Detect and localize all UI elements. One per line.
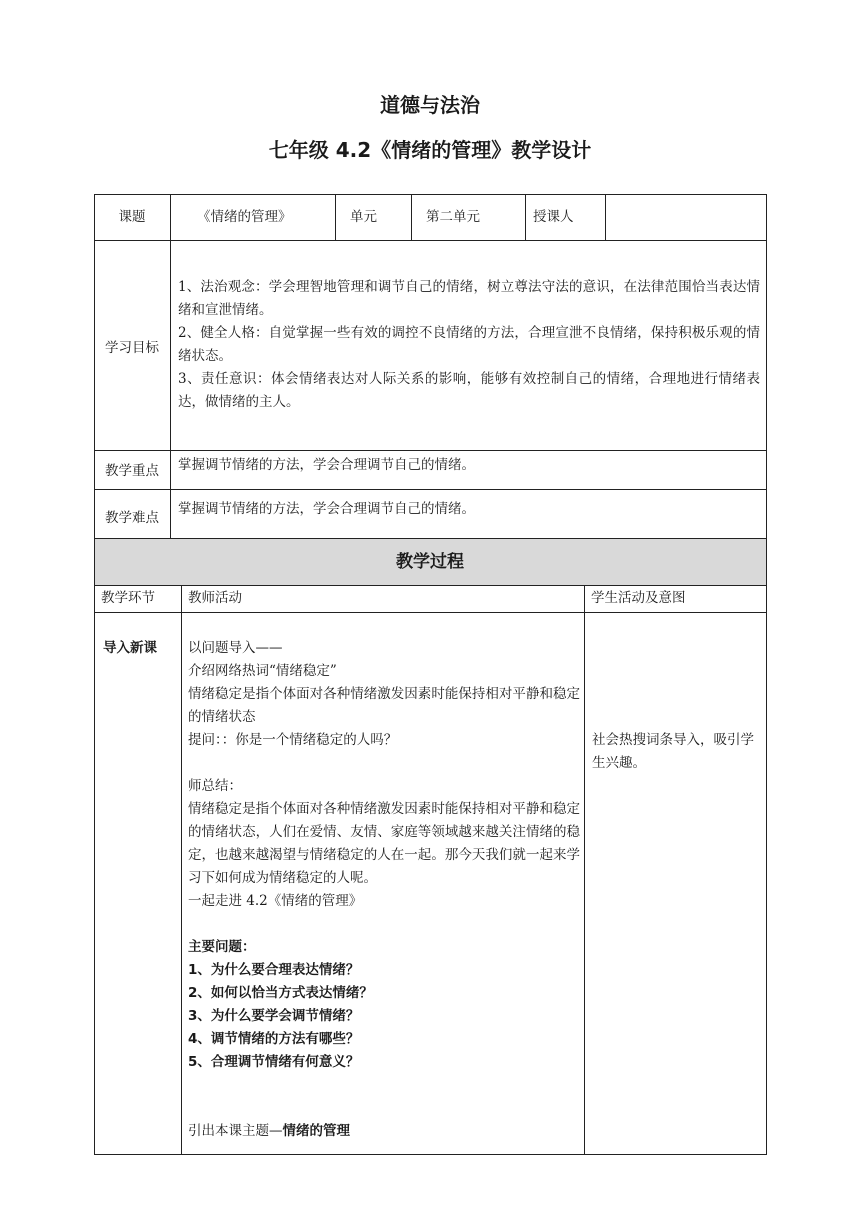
goals-label: 学习目标 bbox=[105, 340, 159, 356]
teacher-label: 授课人 bbox=[533, 209, 574, 225]
difficulty-text: 掌握调节情绪的方法，学会合理调节自己的情绪。 bbox=[178, 501, 475, 517]
question-item: 1、为什么要合理表达情绪？ bbox=[188, 962, 360, 978]
document-subject: 道德与法治 bbox=[380, 93, 480, 117]
questions-title: 主要问题： bbox=[188, 939, 256, 955]
teacher-line: 情绪稳定是指个体面对各种情绪激发因素时能保持相对平静和稳定的情绪状态，人们在爱情、友情、家庭等领域越来越关注情绪的稳定，也越来越渴望与情绪稳定的人在一起。那今天我们就一起来学习下如何成为情绪稳定的人呢。 bbox=[188, 801, 580, 886]
question-item: 5、合理调节情绪有何意义？ bbox=[188, 1054, 360, 1070]
teacher-line: 情绪稳定是指个体面对各种情绪激发因素时能保持相对平静和稳定的情绪状态 bbox=[188, 686, 580, 725]
teacher-line: 提问：：你是一个情绪稳定的人吗？ bbox=[188, 732, 398, 748]
unit-value: 第二单元 bbox=[426, 209, 480, 225]
student-activity: 社会热搜词条导入，吸引学生兴趣。 bbox=[592, 732, 754, 771]
key-point-text: 掌握调节情绪的方法，学会合理调节自己的情绪。 bbox=[178, 457, 475, 473]
teacher-activity bbox=[188, 637, 580, 1143]
process-title: 教学过程 bbox=[396, 552, 464, 572]
teacher-line: 以问题导入—— bbox=[188, 640, 283, 656]
closing-prefix: 引出本课主题— bbox=[188, 1123, 283, 1139]
stage-label: 导入新课 bbox=[103, 640, 157, 656]
key-point-label: 教学重点 bbox=[105, 463, 159, 479]
col-header-teacher: 教师活动 bbox=[188, 590, 242, 606]
goals-list bbox=[178, 276, 760, 414]
topic-label: 课题 bbox=[118, 209, 146, 225]
teacher-line: 师总结： bbox=[188, 778, 242, 794]
closing-topic: 情绪的管理 bbox=[282, 1123, 350, 1139]
unit-label: 单元 bbox=[350, 209, 377, 225]
question-item: 2、如何以恰当方式表达情绪？ bbox=[188, 985, 373, 1001]
closing-line bbox=[188, 1120, 580, 1143]
goal-item-2: 2、健全人格：自觉掌握一些有效的调控不良情绪的方法，合理宣泄不良情绪，保持积极乐观的情绪状态。 bbox=[178, 325, 760, 364]
question-item: 3、为什么要学会调节情绪？ bbox=[188, 1008, 360, 1024]
document-title: 七年级 4.2《情绪的管理》教学设计 bbox=[268, 138, 592, 162]
goal-item-3: 3、责任意识：体会情绪表达对人际关系的影响，能够有效控制自己的情绪，合理地进行情绪表达，做情绪的主人。 bbox=[178, 371, 760, 410]
goal-item-1: 1、法治观念：学会理智地管理和调节自己的情绪，树立尊法守法的意识，在法律范围恰当表达情绪和宣泄情绪。 bbox=[178, 279, 760, 318]
teacher-line: 介绍网络热词“情绪稳定” bbox=[188, 663, 337, 679]
difficulty-label: 教学难点 bbox=[105, 510, 159, 526]
topic-value: 《情绪的管理》 bbox=[197, 209, 292, 225]
question-item: 4、调节情绪的方法有哪些？ bbox=[188, 1031, 360, 1047]
teacher-line: 一起走进 4.2《情绪的管理》 bbox=[188, 893, 363, 909]
col-header-student: 学生活动及意图 bbox=[591, 590, 686, 606]
col-header-stage: 教学环节 bbox=[101, 590, 155, 606]
